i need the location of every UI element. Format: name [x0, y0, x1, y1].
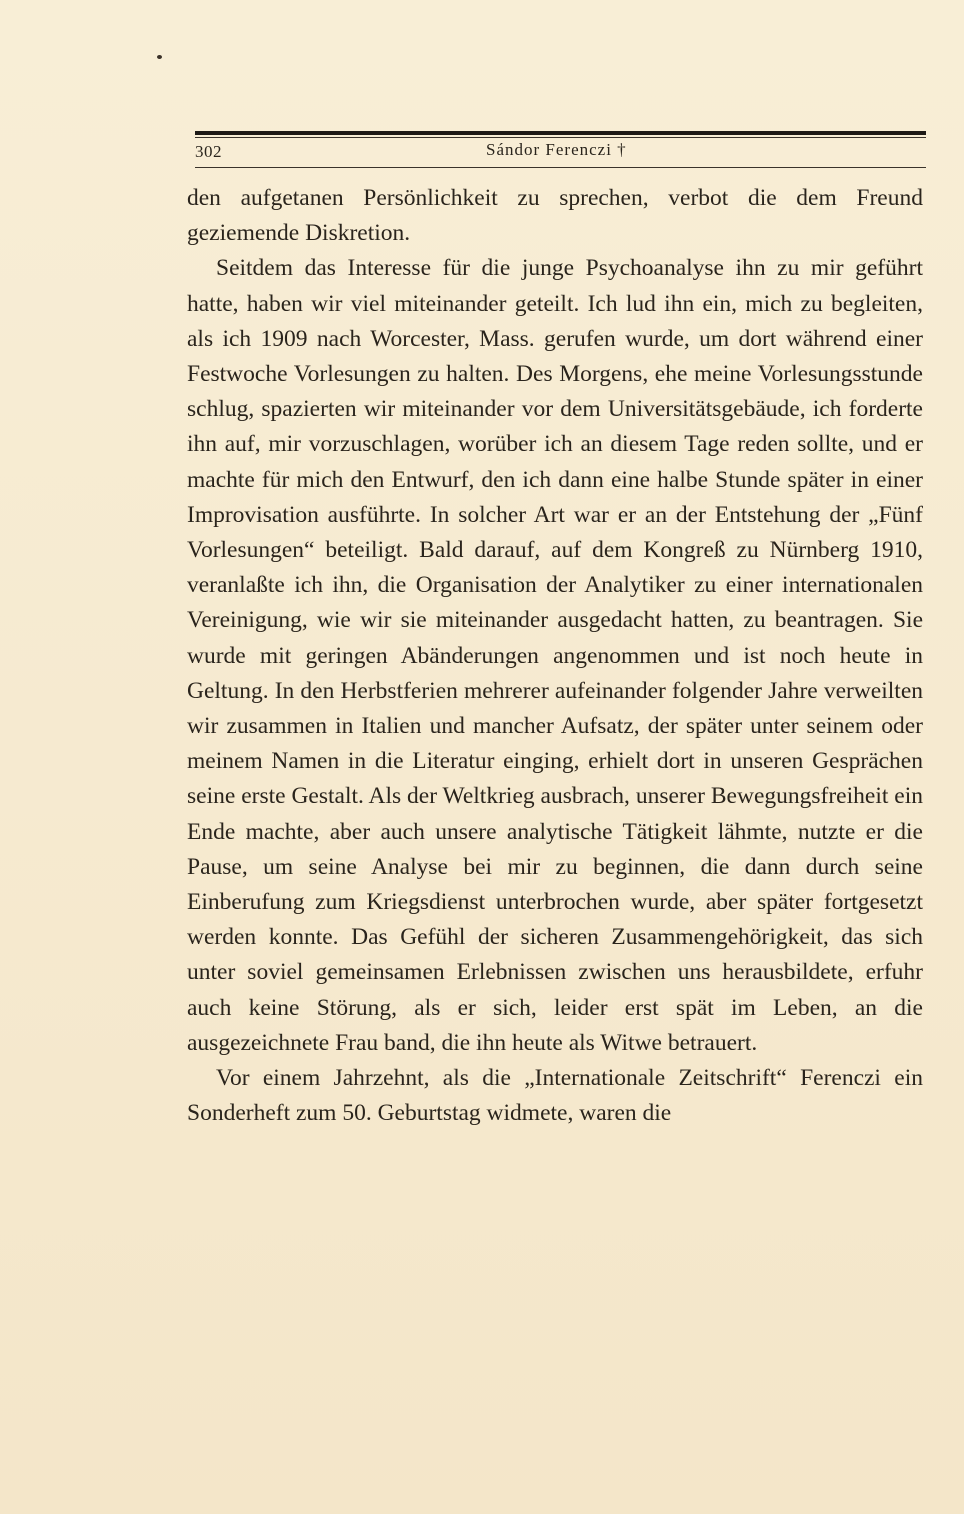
header-rule-thin: [195, 137, 926, 138]
paragraph-continuation: den aufgetanen Persönlichkeit zu sprechen, verbot die dem Freund geziemende Diskretion.: [187, 185, 923, 247]
running-header: [195, 140, 926, 164]
page-number: 302: [195, 142, 222, 161]
ink-speck: [157, 55, 162, 59]
paragraph: Vor einem Jahrzehnt, als die „Internationale Zeitschrift“ Ferenczi ein Sonderheft zum 50. Geburtstag widmete, waren die: [187, 1065, 923, 1127]
running-title: Sándor Ferenczi †: [486, 140, 627, 159]
header-rule-bottom: [195, 167, 926, 168]
header-rule-thick: [195, 131, 926, 135]
paragraph: Seitdem das Interesse für die junge Psychoanalyse ihn zu mir geführt hatte, haben wir viel miteinander geteilt. Ich lud ihn ein, mich zu begleiten, als ich 1909 nach Worcester, Mass. gerufen wurde, um dort während einer Festwoche Vorlesungen zu halten. Des Morgens, ehe meine Vorlesungsstunde schlug, spazierten wir miteinander vor dem Universitätsgebäude, ich forderte ihn auf, mir vorzuschlagen, worüber ich an diesem Tage reden sollte, und er machte für mich den Entwurf, den ich dann eine halbe Stunde später in einer Improvisation ausführte. In solcher Art war er an der Entstehung der „Fünf Vorlesungen“ beteiligt. Bald darauf, auf dem Kongreß zu Nürnberg 1910, veranlaßte ich ihn, die Organisation der Analytiker zu einer internationalen Vereinigung, wie wir sie miteinander ausgedacht hatten, zu beantragen. Sie wurde mit geringen Abänderungen angenommen und ist noch heute in Geltung. In den Herbstferien mehrerer aufeinander folgender Jahre verweilten wir zusammen in Italien und mancher Aufsatz, der später unter seinem oder meinem Namen in die Literatur einging, erhielt dort in unseren Gesprächen seine erste Gestalt. Als der Weltkrieg ausbrach, unserer Bewegungsfreiheit ein Ende machte, aber auch unsere analytische Tätigkeit lähmte, nutzte er die Pause, um seine Analyse bei mir zu beginnen, die dann durch seine Einberufung zum Kriegsdienst unterbrochen wurde, aber später fortgesetzt werden konnte. Das Gefühl der sicheren Zusammengehörigkeit, das sich unter soviel gemeinsamen Erlebnissen zwischen uns herausbildete, erfuhr auch keine Störung, als er sich, leider erst spät im Leben, an die ausgezeichnete Frau band, die ihn heute als Witwe betrauert.: [187, 255, 923, 1056]
body-text: [187, 181, 923, 1131]
